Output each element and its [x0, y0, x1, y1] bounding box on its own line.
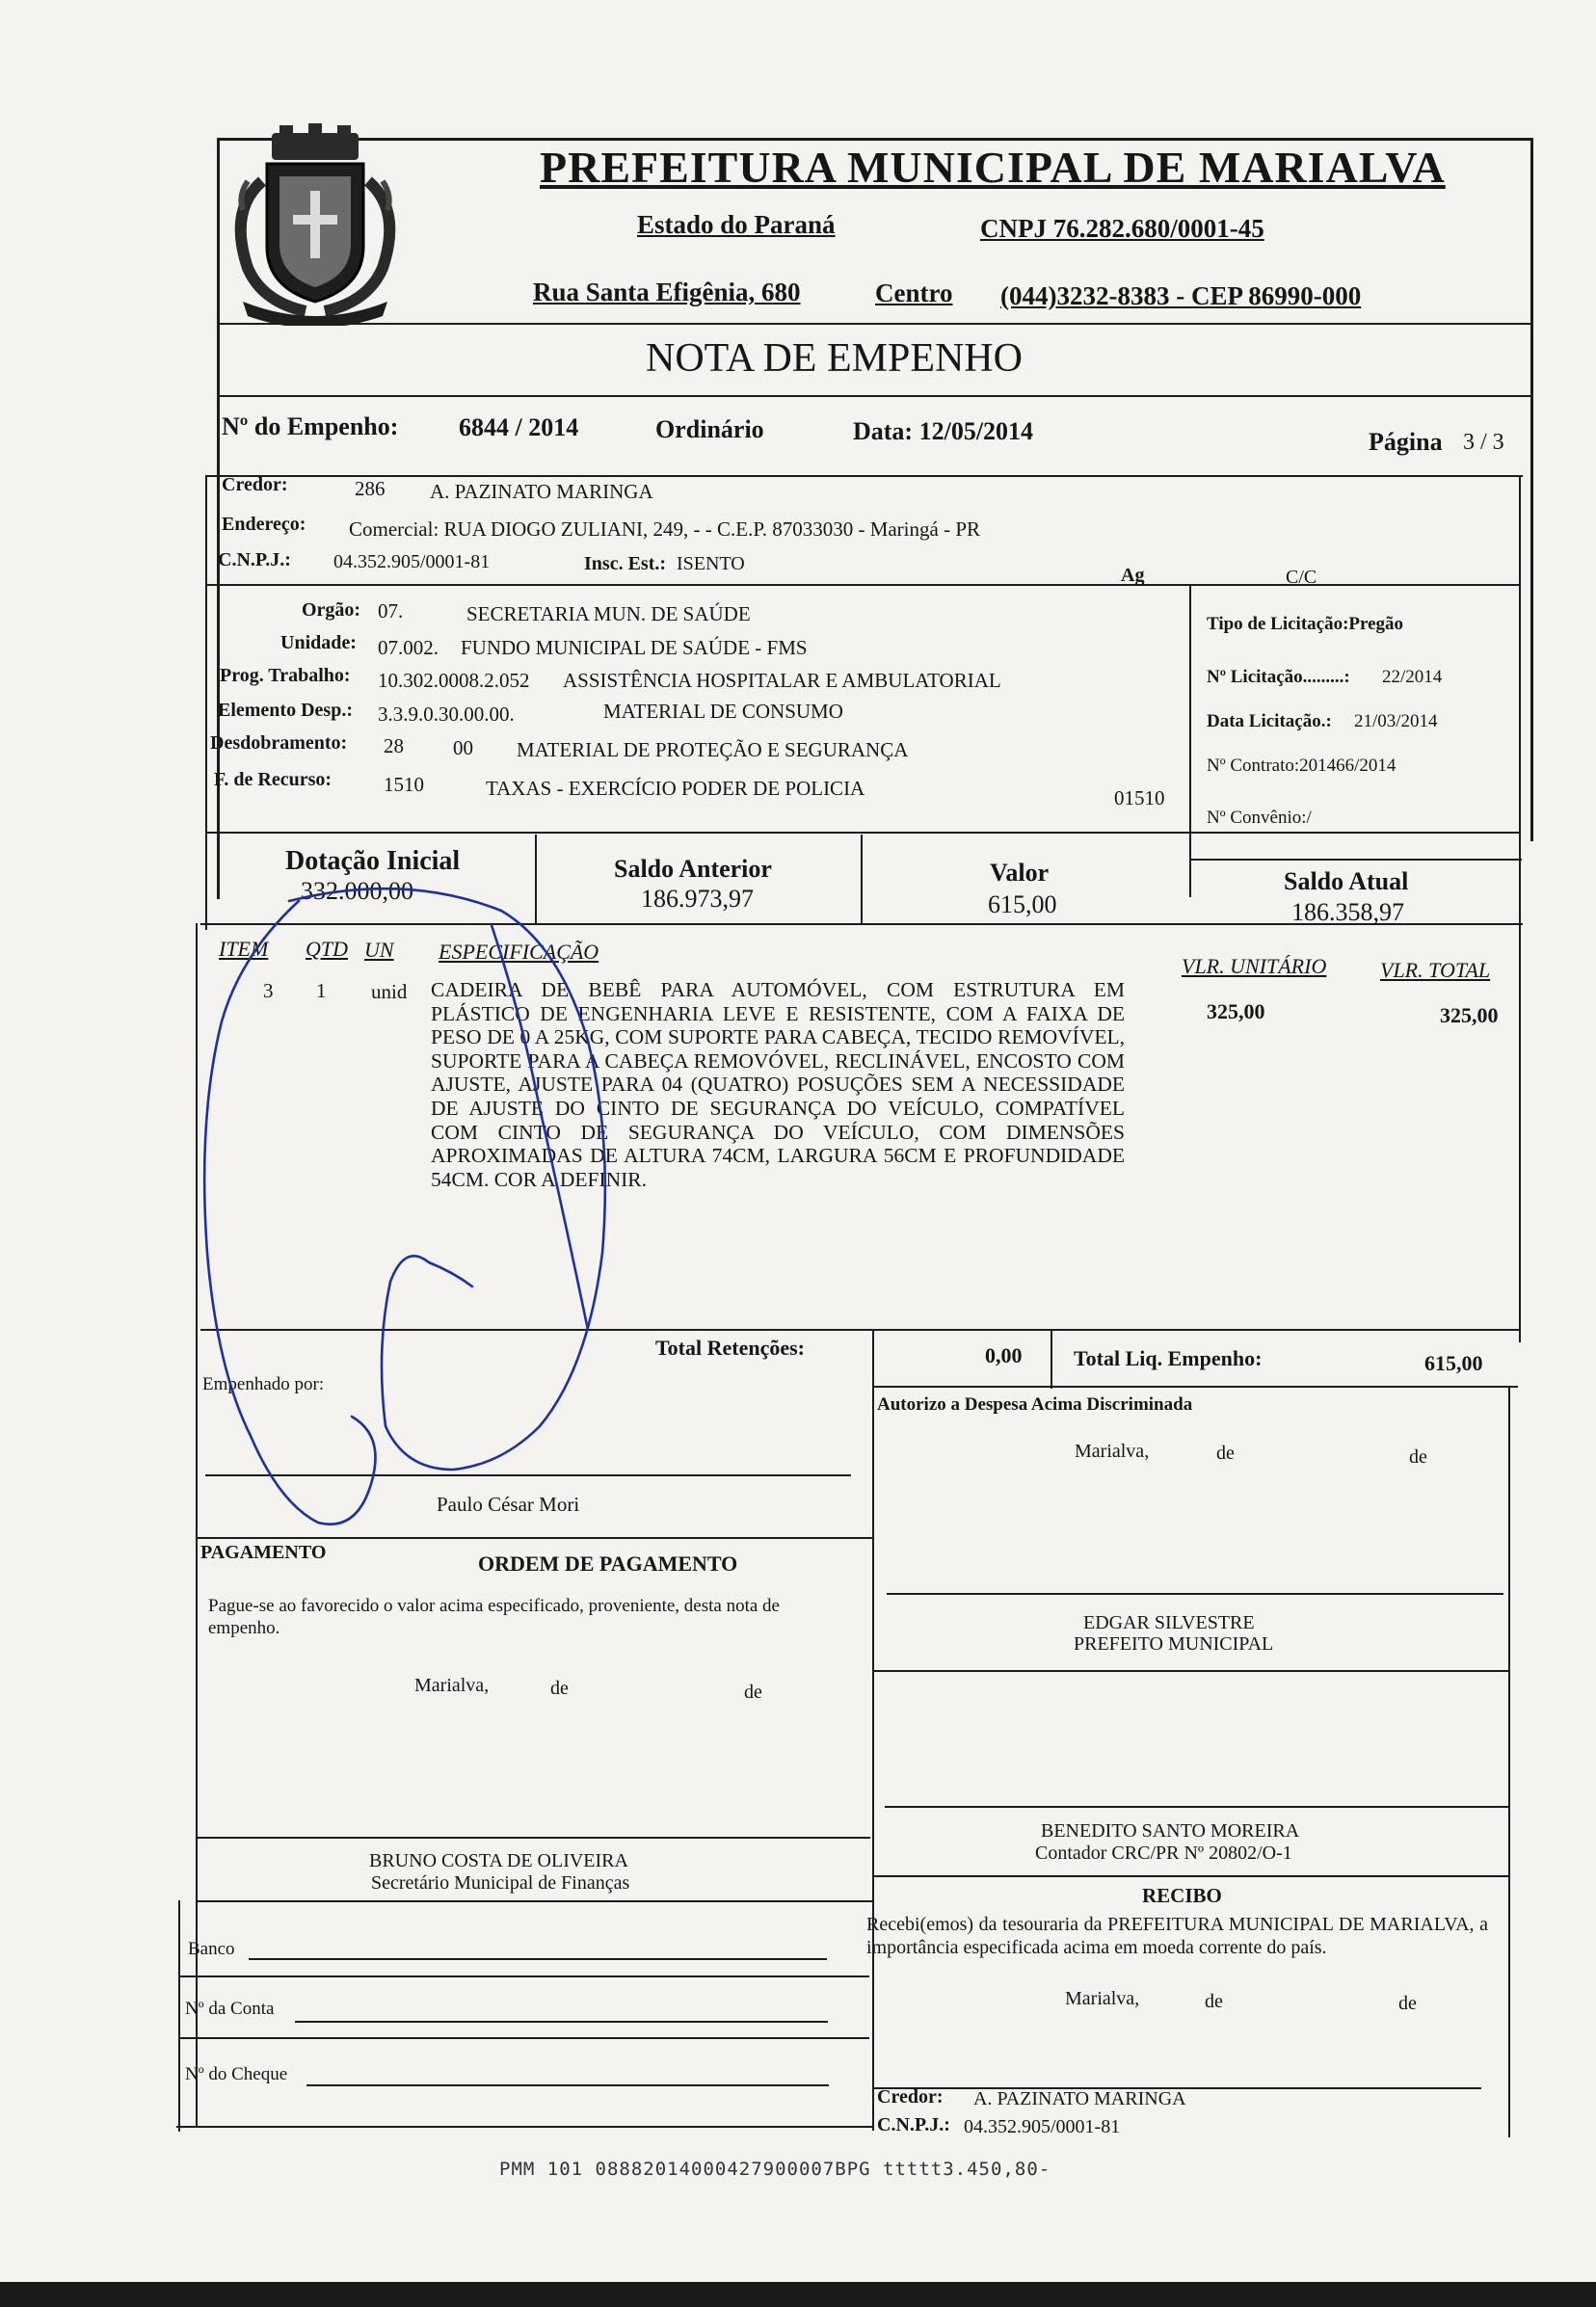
valor-label: Valor: [990, 859, 1050, 887]
ordem-pagamento-title: ORDEM DE PAGAMENTO: [478, 1551, 738, 1576]
item-un: unid: [371, 980, 408, 1003]
prog-code: 10.302.0008.2.052: [378, 669, 530, 692]
address-label: Endereço:: [222, 514, 306, 535]
col-item: ITEM: [219, 937, 269, 961]
pagamento-text: Pague-se ao favorecido o valor acima especificado, proveniente, desta nota de empenho.: [208, 1596, 780, 1638]
numero-convenio: Nº Convênio:/: [1207, 808, 1312, 828]
fonte-right-code: 01510: [1114, 786, 1165, 809]
autorizo-de1: de: [1216, 1443, 1235, 1464]
orgao-code: 07.: [378, 599, 404, 623]
recibo-de1: de: [1205, 1991, 1223, 2012]
retencoes-value: 0,00: [985, 1343, 1023, 1367]
item-qtd: 1: [316, 979, 327, 1002]
retencoes-label: Total Retenções:: [655, 1336, 805, 1360]
prefeitura-address: Rua Santa Efigênia, 680: [533, 278, 801, 306]
desdobramento-label: Desdobramento:: [210, 732, 348, 754]
autorizo-title: Autorizo a Despesa Acima Discriminada: [877, 1394, 1193, 1415]
col-total: VLR. TOTAL: [1380, 958, 1491, 982]
autorizo-city: Marialva,: [1075, 1441, 1150, 1462]
saldo-anterior-value: 186.973,97: [641, 885, 754, 913]
prog-label: Prog. Trabalho:: [220, 665, 351, 686]
col-qtd: QTD: [306, 937, 349, 961]
recibo-text: Recebi(emos) da tesouraria da PREFEITURA MUNICIPAL DE MARIALVA, a importância especificada acima em moeda corrente do país.: [866, 1914, 1488, 1958]
data-licitacao-label: Data Licitação.:: [1207, 711, 1332, 731]
orgao-name: SECRETARIA MUN. DE SAÚDE: [466, 602, 751, 625]
prefeitura-phone-cep: (044)3232-8383 - CEP 86990-000: [1000, 281, 1362, 310]
item-unit-price: 325,00: [1207, 999, 1265, 1023]
desdobramento-name: MATERIAL DE PROTEÇÃO E SEGURANÇA: [517, 738, 909, 761]
valor-value: 615,00: [988, 890, 1057, 918]
creditor-address: Comercial: RUA DIOGO ZULIANI, 249, - - C.E.P. 87033030 - Maringá - PR: [349, 517, 981, 541]
liq-empenho-label: Total Liq. Empenho:: [1074, 1346, 1263, 1370]
numero-contrato: Nº Contrato:201466/2014: [1207, 756, 1396, 776]
unidade-name: FUNDO MUNICIPAL DE SAÚDE - FMS: [461, 636, 808, 659]
fonte-name: TAXAS - EXERCÍCIO PODER DE POLICIA: [486, 777, 865, 800]
col-unit-price: VLR. UNITÁRIO: [1182, 954, 1327, 978]
liq-empenho-value: 615,00: [1424, 1351, 1483, 1375]
elemento-name: MATERIAL DE CONSUMO: [603, 700, 843, 723]
recibo-de2: de: [1398, 1993, 1417, 2014]
pagamento-city: Marialva,: [414, 1675, 490, 1696]
page-label: Página: [1369, 428, 1443, 456]
col-spec: ESPECIFICAÇÃO: [439, 940, 599, 964]
desdobramento-code: 28: [384, 734, 404, 757]
cnpj-label: C.N.P.J.:: [218, 549, 291, 570]
recibo-cnpj: 04.352.905/0001-81: [964, 2116, 1121, 2137]
unidade-label: Unidade:: [280, 632, 357, 653]
empenhado-label: Empenhado por:: [202, 1374, 325, 1394]
insc-value: ISENTO: [677, 553, 745, 574]
desdobramento-sub: 00: [453, 736, 473, 759]
empenho-date: Data: 12/05/2014: [853, 417, 1034, 445]
prog-name: ASSISTÊNCIA HOSPITALAR E AMBULATORIAL: [563, 669, 1001, 692]
prefeitura-district: Centro: [875, 278, 953, 307]
dotacao-label: Dotação Inicial: [285, 846, 461, 876]
empenhado-name: Paulo César Mori: [437, 1493, 580, 1516]
conta-label: Nº da Conta: [185, 1999, 275, 2019]
col-un: UN: [364, 938, 394, 962]
item-description: CADEIRA DE BEBÊ PARA AUTOMÓVEL, COM ESTRUTURA EM PLÁSTICO DE ENGENHARIA LEVE E RESISTENTE, COM A FAIXA DE PESO DE 0 A 25KG, COM SUPORTE PARA CABEÇA, TECIDO REMOVÍVEL, SUPORTE PARA A CABEÇA REMOVÓVEL, RECLINÁVEL, ENCOSTO COM AJUSTE, AJUSTE PARA 04 (QUATRO) POSUÇÕES SEM A NECESSIDADE DE AJUSTE DO CINTO DE SEGURANÇA DO VEÍCULO, COMPATÍVEL COM CINTO DE SEGURANÇA DO VEÍCULO, COM DIMENSÕES APROXIMADAS DE ALTURA 74CM, LARGURA 56CM E PROFUNDIDADE 54CM. COR A DEFINIR.: [431, 978, 1125, 1191]
dotacao-value: 332.000,00: [301, 877, 413, 905]
empenho-number: 6844 / 2014: [459, 413, 579, 441]
prefeito-name: EDGAR SILVESTRE: [1083, 1612, 1255, 1633]
unidade-code: 07.002.: [378, 636, 439, 659]
empenho-type: Ordinário: [655, 415, 764, 443]
saldo-atual-label: Saldo Atual: [1284, 867, 1409, 895]
pagamento-de1: de: [550, 1678, 569, 1699]
scan-edge: [0, 2282, 1596, 2307]
state-name: Estado do Paraná: [637, 210, 836, 239]
prefeitura-cnpj: CNPJ 76.282.680/0001-45: [980, 214, 1264, 243]
recibo-credor-label: Credor:: [877, 2086, 944, 2108]
pagamento-de2: de: [744, 1682, 762, 1703]
saldo-anterior-label: Saldo Anterior: [614, 855, 772, 883]
recibo-city: Marialva,: [1065, 1988, 1140, 2009]
insc-label: Insc. Est.:: [584, 553, 667, 574]
document-title: NOTA DE EMPENHO: [646, 336, 1023, 381]
secretario-role: Secretário Municipal de Finanças: [371, 1872, 630, 1894]
tipo-licitacao: Tipo de Licitação:Pregão: [1207, 614, 1404, 634]
prefeitura-title: PREFEITURA MUNICIPAL DE MARIALVA: [540, 143, 1446, 192]
autorizo-de2: de: [1409, 1446, 1427, 1468]
elemento-code: 3.3.9.0.30.00.00.: [378, 703, 515, 726]
recibo-title: RECIBO: [1142, 1884, 1222, 1907]
pagamento-label: PAGAMENTO: [200, 1542, 327, 1563]
contador-name: BENEDITO SANTO MOREIRA: [1041, 1820, 1300, 1842]
numero-licitacao-label: Nº Licitação.........:: [1207, 667, 1350, 687]
elemento-label: Elemento Desp.:: [218, 700, 353, 721]
item-number: 3: [263, 979, 274, 1002]
fonte-code: 1510: [384, 773, 424, 796]
creditor-name: A. PAZINATO MARINGA: [430, 480, 653, 503]
recibo-cnpj-label: C.N.P.J.:: [877, 2114, 950, 2135]
creditor-label: Credor:: [222, 474, 288, 495]
creditor-code: 286: [355, 477, 386, 500]
secretario-name: BRUNO COSTA DE OLIVEIRA: [369, 1850, 628, 1871]
contador-role: Contador CRC/PR Nº 20802/O-1: [1035, 1843, 1292, 1864]
banco-label: Banco: [188, 1939, 235, 1959]
recibo-credor-name: A. PAZINATO MARINGA: [973, 2088, 1186, 2109]
saldo-atual-value: 186.358,97: [1291, 898, 1404, 926]
numero-licitacao: 22/2014: [1382, 667, 1443, 687]
cc-label: C/C: [1286, 567, 1317, 588]
empenho-label: Nº do Empenho:: [222, 412, 399, 440]
prefeito-role: PREFEITO MUNICIPAL: [1074, 1633, 1274, 1655]
orgao-label: Orgão:: [302, 599, 361, 621]
data-licitacao: 21/03/2014: [1354, 711, 1438, 731]
footer-code: PMM 101 08882014000427900007BPG ttttt3.450,80-: [499, 2159, 1051, 2180]
ag-label: Ag: [1121, 565, 1145, 586]
fonte-label: F. de Recurso:: [214, 769, 332, 790]
cheque-label: Nº do Cheque: [185, 2064, 288, 2084]
item-total: 325,00: [1440, 1003, 1499, 1027]
creditor-cnpj: 04.352.905/0001-81: [333, 551, 491, 572]
page-value: 3 / 3: [1463, 430, 1504, 455]
